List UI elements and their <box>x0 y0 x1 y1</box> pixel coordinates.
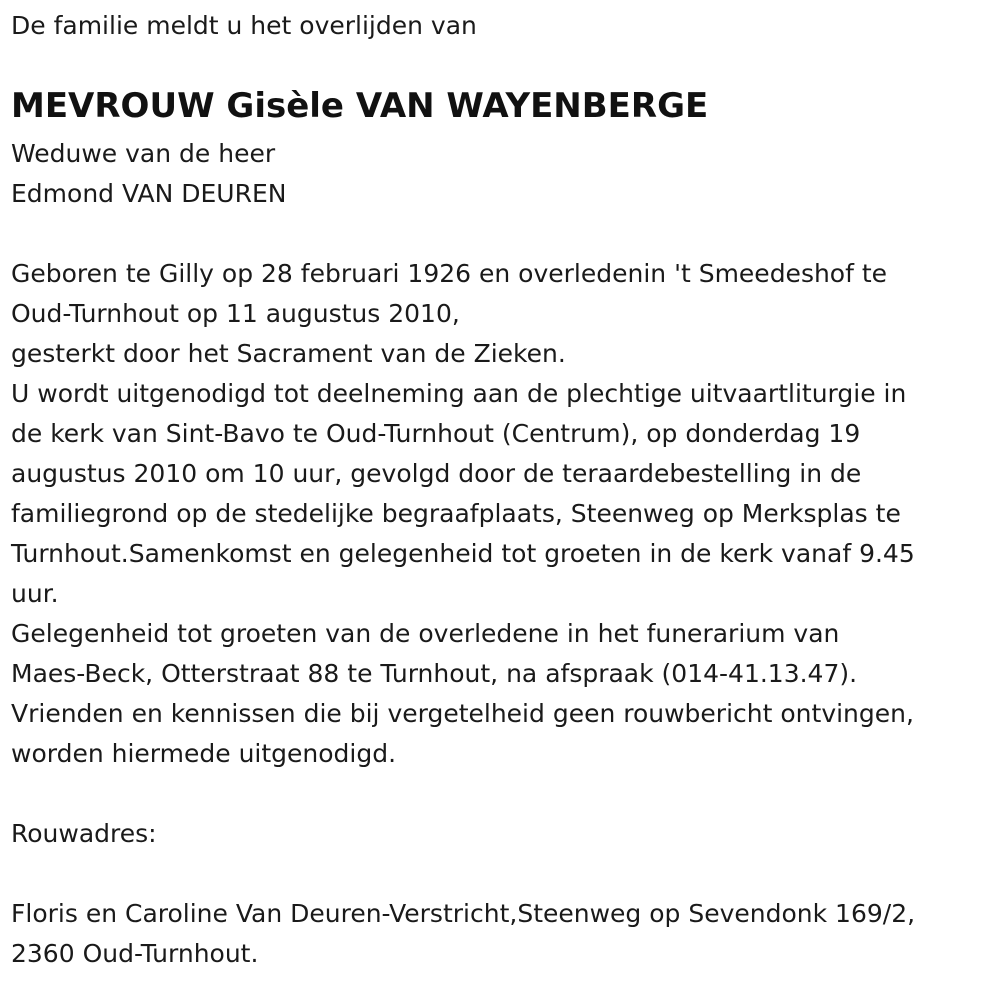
address-label: Rouwadres: <box>11 819 157 848</box>
widow-line: Weduwe van de heer <box>11 139 276 168</box>
body-line: worden hiermede uitgenodigd. <box>11 739 397 768</box>
body-line: Maes-Beck, Otterstraat 88 te Turnhout, na afspraak (014-41.13.47). <box>11 659 858 688</box>
body-line: U wordt uitgenodigd tot deelneming aan de plechtige uitvaartliturgie in <box>11 379 907 408</box>
widow-block <box>11 134 286 214</box>
notice-body <box>11 254 915 774</box>
body-line: de kerk van Sint-Bavo te Oud-Turnhout (Centrum), op donderdag 19 <box>11 419 861 448</box>
body-line: Oud-Turnhout op 11 augustus 2010, <box>11 299 460 328</box>
intro-text: De familie meldt u het overlijden van <box>11 11 477 40</box>
deceased-name: MEVROUW Gisèle VAN WAYENBERGE <box>11 86 709 126</box>
body-line: Geboren te Gilly op 28 februari 1926 en overledenin 't Smeedeshof te <box>11 259 888 288</box>
address-line: Floris en Caroline Van Deuren-Verstricht,Steenweg op Sevendonk 169/2, <box>11 899 916 928</box>
body-line: Gelegenheid tot groeten van de overledene in het funerarium van <box>11 619 840 648</box>
address-line: 2360 Oud-Turnhout. <box>11 939 259 968</box>
mourning-address <box>11 894 915 974</box>
body-line: familiegrond op de stedelijke begraafplaats, Steenweg op Merksplas te <box>11 499 901 528</box>
body-line: uur. <box>11 579 59 608</box>
body-line: Turnhout.Samenkomst en gelegenheid tot groeten in de kerk vanaf 9.45 <box>11 539 915 568</box>
body-line: augustus 2010 om 10 uur, gevolgd door de teraardebestelling in de <box>11 459 862 488</box>
body-line: Vrienden en kennissen die bij vergetelheid geen rouwbericht ontvingen, <box>11 699 914 728</box>
spouse-name: Edmond VAN DEUREN <box>11 179 287 208</box>
body-line: gesterkt door het Sacrament van de Zieken. <box>11 339 566 368</box>
